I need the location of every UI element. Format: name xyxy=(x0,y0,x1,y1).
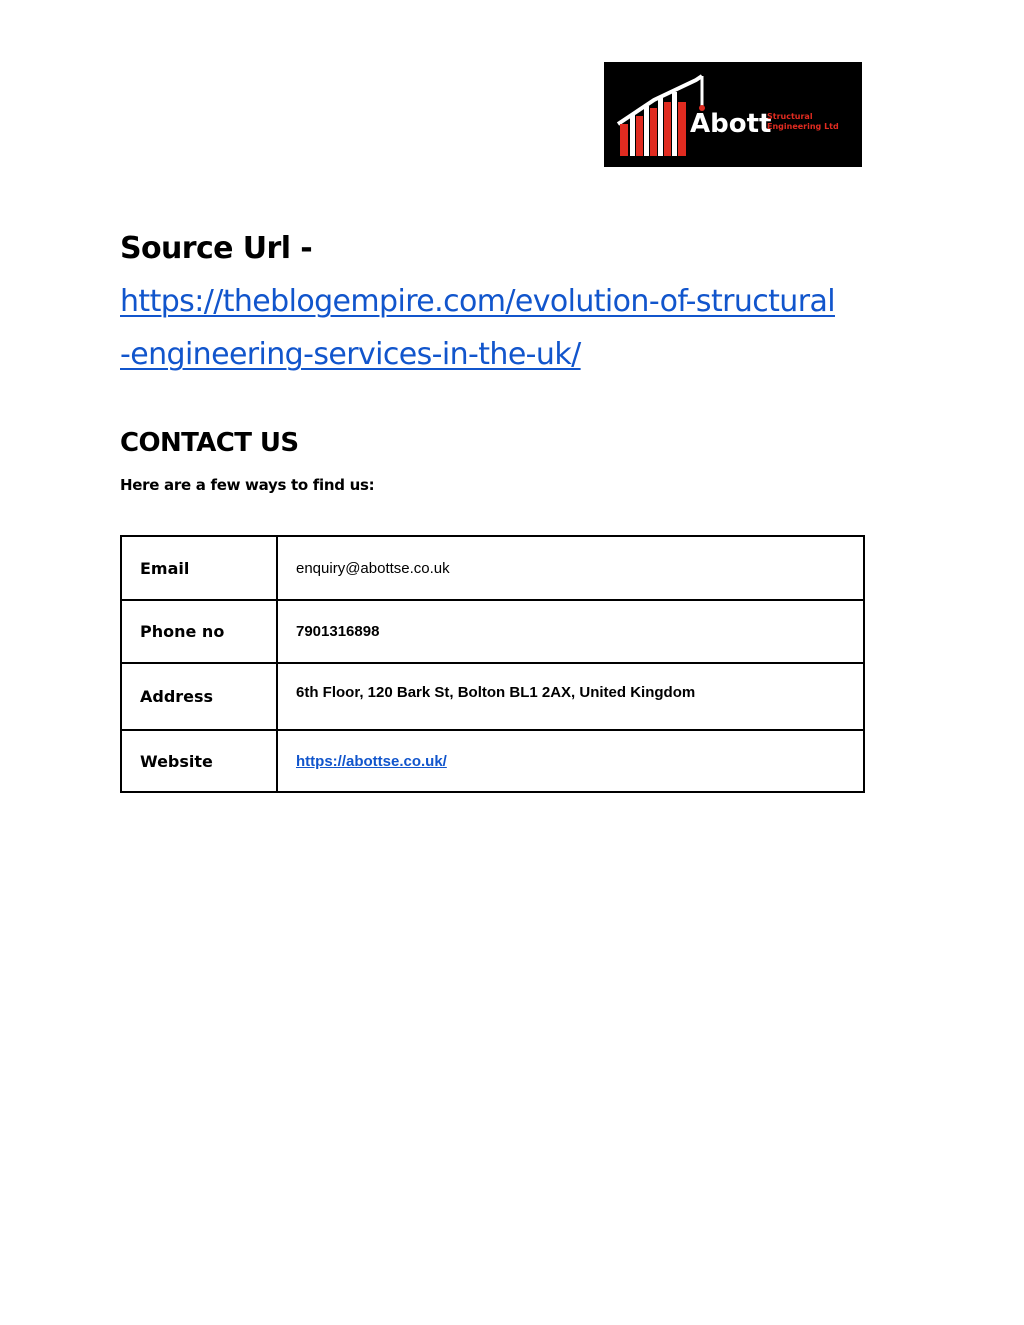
logo-graphic xyxy=(604,62,862,167)
logo-brand-text: Abott xyxy=(690,109,772,139)
logo-bar xyxy=(678,102,686,156)
contact-subtitle: Here are a few ways to find us: xyxy=(120,476,375,494)
contact-key-phone: Phone no xyxy=(121,600,277,663)
logo-bar xyxy=(620,124,628,156)
contact-value-address: 6th Floor, 120 Bark St, Bolton BL1 2AX, United Kingdom xyxy=(277,663,864,730)
source-url-line1: https://theblogempire.com/evolution-of-structural xyxy=(120,284,835,319)
contact-key-address: Address xyxy=(121,663,277,730)
contact-value-email xyxy=(277,536,864,600)
contact-key-website: Website xyxy=(121,730,277,792)
source-url-line2: -engineering-services-in-the-uk/ xyxy=(120,337,581,372)
contact-key-email: Email xyxy=(121,536,277,600)
contact-value-website xyxy=(277,730,864,792)
logo-bar xyxy=(636,116,643,156)
table-row xyxy=(121,730,864,792)
contact-value-phone: 7901316898 xyxy=(277,600,864,663)
contact-table xyxy=(120,535,865,793)
source-label: Source Url - xyxy=(120,231,313,266)
table-row xyxy=(121,663,864,730)
source-section xyxy=(120,222,920,381)
website-link[interactable]: https://abottse.co.uk/ xyxy=(296,752,447,770)
logo-column xyxy=(672,92,677,156)
table-row xyxy=(121,600,864,663)
logo-bar xyxy=(664,102,671,156)
company-logo xyxy=(604,62,862,167)
logo-bar xyxy=(650,108,657,156)
email-text[interactable]: enquiry@abottse.co.uk xyxy=(296,559,450,577)
contact-title: CONTACT US xyxy=(120,428,299,458)
logo-tagline-line2: Engineering Ltd xyxy=(767,122,839,131)
logo-column xyxy=(644,106,649,156)
logo-column xyxy=(658,98,663,156)
table-row xyxy=(121,536,864,600)
logo-tagline-line1: Structural xyxy=(767,112,813,121)
logo-column xyxy=(630,114,635,156)
source-url-link[interactable] xyxy=(120,275,920,381)
